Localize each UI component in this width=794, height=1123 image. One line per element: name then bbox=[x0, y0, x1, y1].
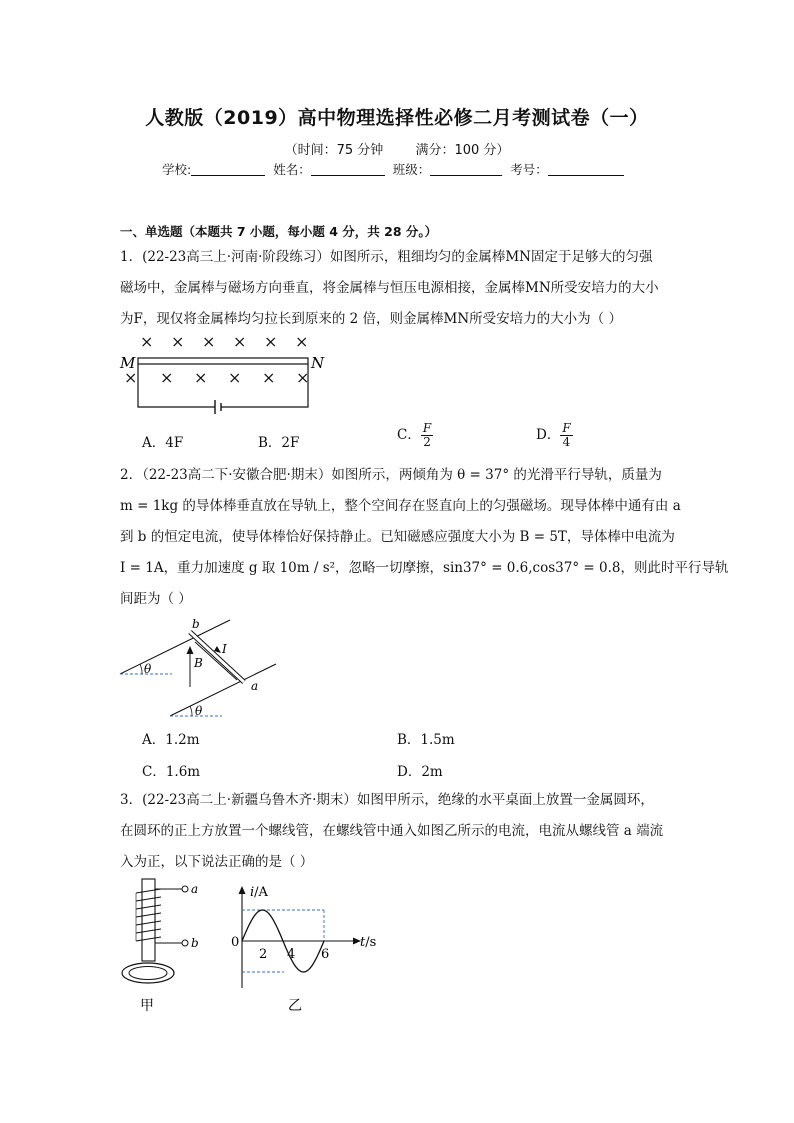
label-a: a bbox=[251, 679, 259, 693]
rail-lower bbox=[170, 664, 276, 716]
metal-ring-inner bbox=[129, 967, 167, 980]
class-label: 班级： bbox=[392, 162, 431, 177]
cross-mark: × bbox=[202, 332, 216, 351]
question-line: 为F，现仅将金属棒均匀拉长到原来的 2 倍，则金属棒MN所受安培力的大小为（ ） bbox=[120, 311, 622, 327]
option-prefix: D． bbox=[536, 427, 561, 443]
question-line: 间距为（ ） bbox=[120, 591, 192, 607]
exam-meta bbox=[0, 139, 794, 158]
school-blank[interactable] bbox=[191, 163, 265, 176]
question-3-text bbox=[120, 785, 680, 878]
section-heading: 一、单选题（本题共 7 小题，每小题 4 分，共 28 分。） bbox=[120, 224, 438, 239]
question-line: 3．(22-23高二上·新疆乌鲁木齐·期末）如图甲所示，绝缘的水平桌面上放置一金属圆环， bbox=[120, 792, 654, 808]
name-blank[interactable] bbox=[311, 163, 385, 176]
terminal-a bbox=[182, 886, 188, 892]
cross-mark: × bbox=[160, 368, 174, 387]
fraction-numerator: F bbox=[422, 421, 432, 435]
label-current-i: I bbox=[222, 642, 227, 656]
cross-mark: × bbox=[194, 368, 208, 387]
cross-mark: × bbox=[171, 332, 185, 351]
label-field-b: B bbox=[194, 656, 203, 670]
cross-mark: × bbox=[124, 368, 138, 387]
terminal-b bbox=[182, 940, 188, 946]
angle-arc-upper bbox=[140, 664, 142, 674]
origin-label: 0 bbox=[231, 935, 240, 950]
name-label: 姓名： bbox=[273, 162, 311, 177]
q2-option-d[interactable]: D．2m bbox=[397, 764, 443, 780]
tick-label-2: 2 bbox=[259, 947, 268, 962]
q1-option-d[interactable] bbox=[536, 422, 573, 449]
figure-label-yi: 乙 bbox=[288, 998, 302, 1014]
field-arrow-icon bbox=[187, 646, 194, 654]
page-title: 人教版（2019）高中物理选择性必修二月考测试卷（一） bbox=[145, 107, 649, 129]
student-info-row bbox=[162, 160, 628, 178]
question-line: 磁场中，金属棒与磁场方向垂直，将金属棒与恒压电源相接，金属棒MN所受安培力的大小 bbox=[120, 280, 659, 296]
question-line: 入为正，以下说法正确的是（ ） bbox=[120, 854, 314, 870]
number-blank[interactable] bbox=[548, 163, 624, 176]
question-line: 到 b 的恒定电流，使导体棒恰好保持静止。已知磁感应强度大小为 B = 5T，导体棒中电流为 bbox=[120, 529, 675, 545]
cross-mark: × bbox=[296, 368, 310, 387]
q2-option-c[interactable]: C．1.6m bbox=[142, 764, 201, 780]
q1-option-a[interactable]: A．4F bbox=[142, 435, 184, 451]
label-b: b bbox=[192, 617, 200, 631]
fraction-denominator: 2 bbox=[423, 435, 431, 449]
option-prefix: C． bbox=[397, 427, 421, 443]
exam-time: （时间：75 分钟 bbox=[284, 143, 384, 158]
q1-circuit-diagram bbox=[118, 330, 328, 416]
x-axis-label: t/s bbox=[360, 935, 377, 950]
q1-option-c[interactable] bbox=[397, 422, 433, 449]
y-axis-arrow-icon bbox=[239, 886, 246, 894]
theta-label-upper: θ bbox=[144, 662, 152, 676]
fraction-numerator: F bbox=[562, 421, 571, 435]
question-line: 1．(22-23高三上·河南·阶段练习）如图所示，粗细均匀的金属棒MN固定于足够大的匀强 bbox=[120, 249, 653, 265]
label-a: a bbox=[191, 882, 199, 896]
question-1-text bbox=[120, 242, 680, 335]
q2-option-b[interactable]: B．1.5m bbox=[397, 732, 455, 748]
question-2-text bbox=[120, 460, 729, 615]
cross-mark: × bbox=[262, 368, 276, 387]
q3-current-graph bbox=[220, 880, 380, 1020]
q1-option-b[interactable]: B．2F bbox=[258, 435, 300, 451]
q3-solenoid-figure bbox=[112, 877, 202, 1017]
class-blank[interactable] bbox=[430, 163, 502, 176]
cross-mark: × bbox=[295, 332, 309, 351]
school-label: 学校: bbox=[162, 162, 192, 177]
theta-label-lower: θ bbox=[195, 704, 203, 718]
tick-label-6: 6 bbox=[321, 947, 330, 962]
question-line: I = 1A，重力加速度 g 取 10m / s²，忽略一切摩擦，sin37° = 0.6,cos37° = 0.8，则此时平行导轨 bbox=[120, 560, 729, 576]
label-n: N bbox=[311, 354, 325, 372]
q2-inclined-rails-diagram bbox=[118, 612, 288, 722]
y-axis-label: i/A bbox=[250, 885, 268, 900]
rail-upper bbox=[120, 620, 230, 674]
cross-mark: × bbox=[140, 332, 154, 351]
cross-mark: × bbox=[228, 368, 242, 387]
exam-score: 满分：100 分） bbox=[415, 143, 510, 158]
cross-mark: × bbox=[264, 332, 278, 351]
metal-rod bbox=[138, 358, 308, 364]
q2-option-a[interactable]: A．1.2m bbox=[142, 732, 200, 748]
question-line: 在圆环的正上方放置一个螺线管，在螺线管中通入如图乙所示的电流，电流从螺线管 a 端流 bbox=[120, 823, 664, 839]
tick-label-4: 4 bbox=[287, 947, 296, 962]
angle-arc-lower bbox=[190, 706, 192, 716]
figure-label-jia: 甲 bbox=[140, 998, 154, 1014]
cross-mark: × bbox=[233, 332, 247, 351]
label-b: b bbox=[191, 936, 199, 950]
question-line: m = 1kg 的导体棒垂直放在导轨上，整个空间存在竖直向上的匀强磁场。现导体棒中通有由 a bbox=[120, 498, 681, 514]
question-line: 2．（22-23高二下·安徽合肥·期末）如图所示，两倾角为 θ = 37° 的光滑平行导轨，质量为 bbox=[120, 467, 662, 483]
number-label: 考号： bbox=[510, 162, 548, 177]
label-m: M bbox=[120, 354, 136, 372]
fraction-denominator: 4 bbox=[562, 435, 571, 449]
